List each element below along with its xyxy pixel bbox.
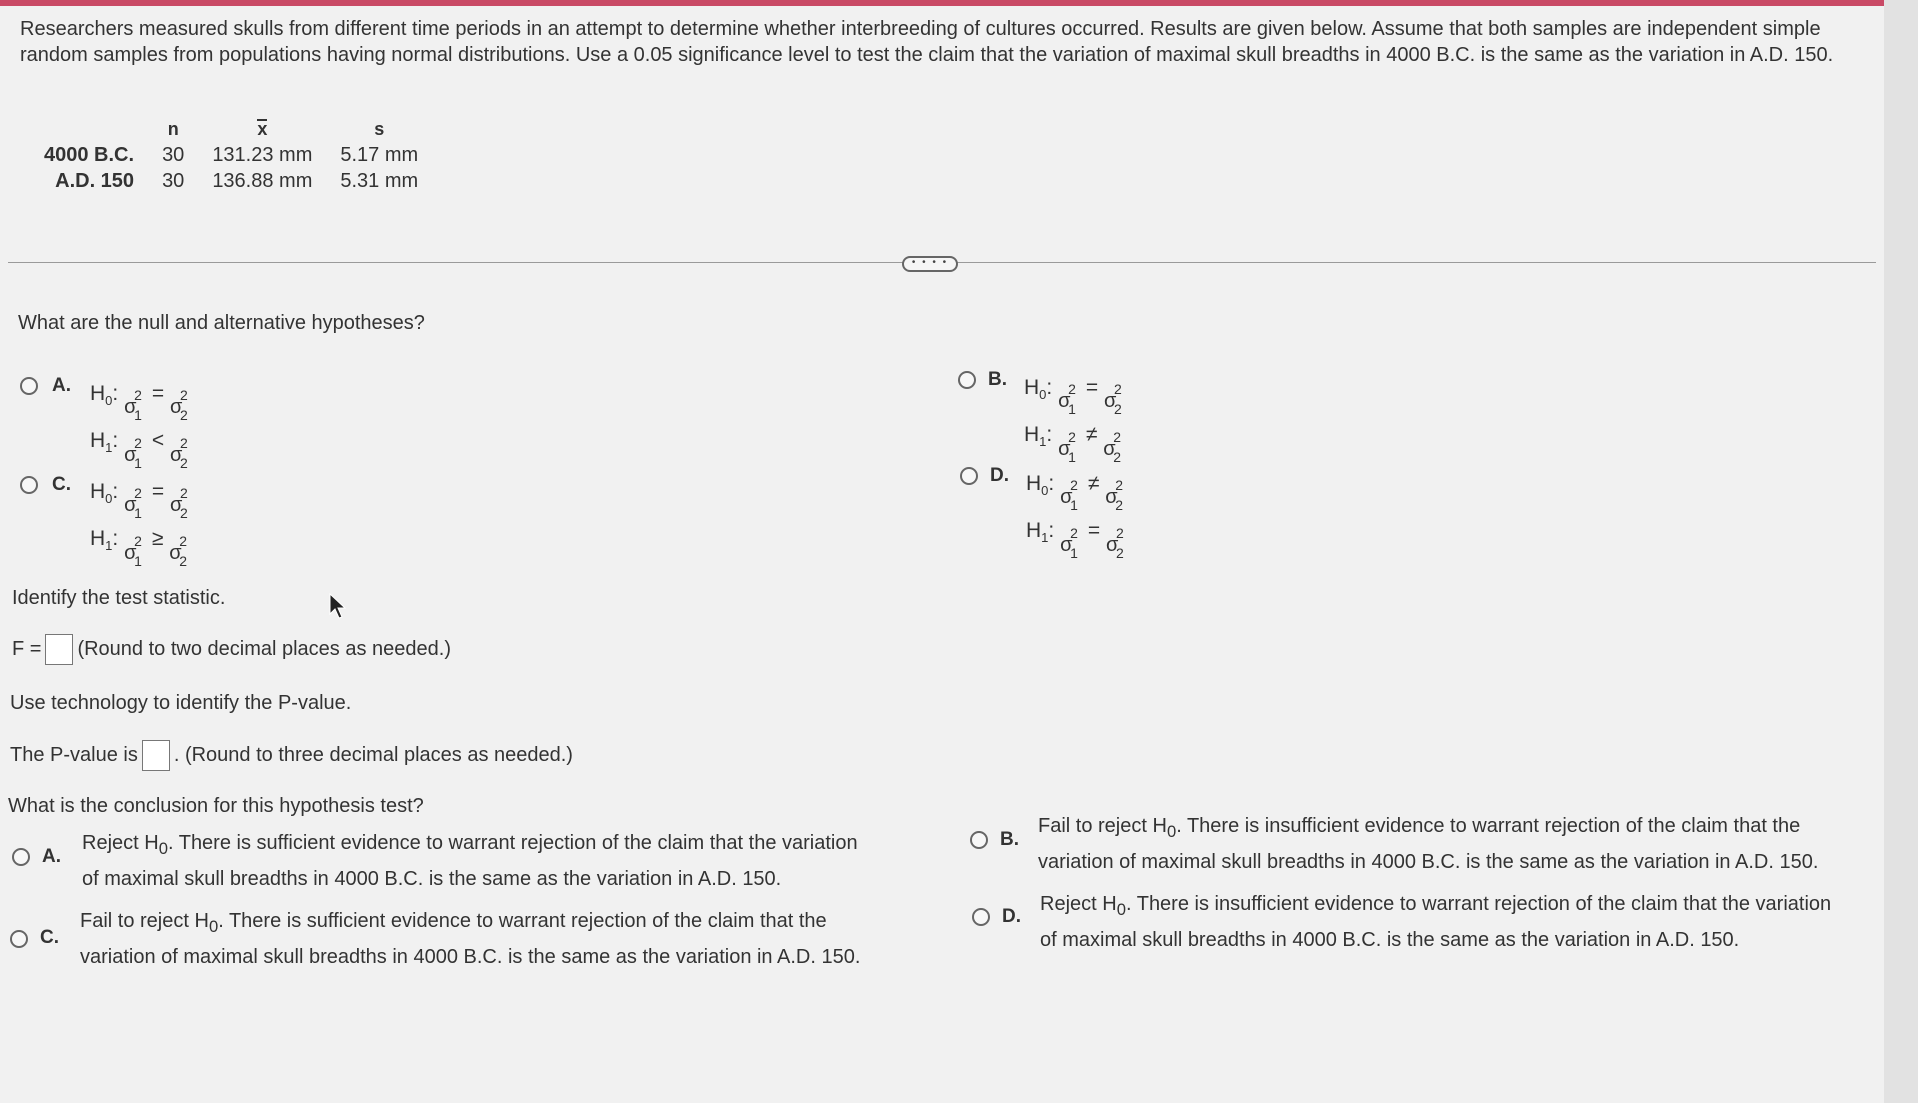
problem-statement: Researchers measured skulls from different time periods in an attempt to determine whether interbreeding of cultures occurred. Results are given below. Assume that both samples are independent simple random samples from populations having normal distributions. Use a 0.05 significance level to test the claim that the variation of maximal skull breadths in 4000 B.C. is the same as the variation in A.D. 150.: [20, 18, 1834, 66]
cell-s: 5.17 mm: [340, 143, 419, 166]
table-row: [36, 168, 432, 194]
top-accent-bar: [0, 0, 1918, 6]
hypothesis-option-a-radio[interactable]: [20, 377, 38, 395]
expand-handle[interactable]: • • • •: [902, 256, 958, 272]
conclusion-option-b-letter: B.: [1000, 829, 1019, 850]
hypothesis-option-d[interactable]: $H_0$: σ 2 1 ≠ σ 2 2 $H_1$: σ 2 1 = σ 2 2: [1026, 472, 1124, 561]
cell-n: 30: [162, 143, 185, 166]
conclusion-question: What is the conclusion for this hypothesis test?: [8, 795, 424, 817]
row-label: 4000 B.C.: [44, 143, 135, 166]
cell-s: 5.31 mm: [340, 169, 419, 192]
hypothesis-option-c[interactable]: $H_0$: σ 2 1 = σ 2 2 $H_1$: σ 2 1 ≥ σ 2 2: [90, 480, 188, 569]
pvalue-row: The P-value is . (Round to three decimal places as needed.): [10, 740, 573, 771]
table-row: [36, 142, 432, 168]
hypothesis-option-c-letter: C.: [52, 474, 71, 495]
header-s: s: [374, 118, 385, 139]
hypothesis-option-a-letter: A.: [52, 375, 71, 396]
test-statistic-row: F = (Round to two decimal places as needed.): [12, 634, 451, 665]
conclusion-option-b-radio[interactable]: [970, 831, 988, 849]
mouse-cursor-icon: [328, 592, 348, 620]
header-xbar: x: [257, 118, 268, 139]
cell-xbar: 136.88 mm: [212, 169, 313, 192]
test-statistic-prompt: Identify the test statistic.: [12, 587, 226, 609]
cell-xbar: 131.23 mm: [212, 143, 313, 166]
hypothesis-option-b-radio[interactable]: [958, 371, 976, 389]
hypothesis-option-b[interactable]: $H_0$: σ 2 1 = σ 2 2 $H_1$: σ 2 1 ≠ σ 2 2: [1024, 376, 1122, 465]
conclusion-option-a-radio[interactable]: [12, 848, 30, 866]
hypothesis-option-d-letter: D.: [990, 465, 1009, 486]
cell-n: 30: [162, 169, 185, 192]
header-n: n: [167, 118, 179, 139]
conclusion-option-a[interactable]: Reject $H_0$. There is sufficient evidence to warrant rejection of the claim that the variation of maximal skull breadths in 4000 B.C. is the same as the variation in A.D. 150.: [82, 832, 858, 890]
hypothesis-option-b-letter: B.: [988, 369, 1007, 390]
conclusion-option-d-radio[interactable]: [972, 908, 990, 926]
conclusion-option-c-letter: C.: [40, 927, 59, 948]
pvalue-prompt: Use technology to identify the P-value.: [10, 692, 352, 714]
conclusion-option-c-radio[interactable]: [10, 930, 28, 948]
conclusion-option-b[interactable]: Fail to reject $H_0$. There is insufficient evidence to warrant rejection of the claim that the variation of maximal skull breadths in 4000 B.C. is the same as the variation in A.D. 150.: [1038, 815, 1819, 873]
conclusion-option-d-letter: D.: [1002, 906, 1021, 927]
hypotheses-question: What are the null and alternative hypotheses?: [18, 312, 425, 334]
conclusion-option-d[interactable]: Reject $H_0$. There is insufficient evidence to warrant rejection of the claim that the variation of maximal skull breadths in 4000 B.C. is the same as the variation in A.D. 150.: [1040, 893, 1832, 951]
sample-data-table: [36, 116, 432, 194]
hypothesis-option-c-radio[interactable]: [20, 476, 38, 494]
row-label: A.D. 150: [55, 169, 135, 192]
f-statistic-input[interactable]: [45, 634, 73, 665]
hypothesis-option-a[interactable]: $H_0$: σ 2 1 = σ 2 2 $H_1$: σ 2 1 < σ 2 2: [90, 382, 188, 471]
pvalue-input[interactable]: [142, 740, 170, 771]
conclusion-option-a-letter: A.: [42, 846, 61, 867]
conclusion-option-c[interactable]: Fail to reject $H_0$. There is sufficient evidence to warrant rejection of the claim that the variation of maximal skull breadths in 4000 B.C. is the same as the variation in A.D. 150.: [80, 910, 861, 968]
hypothesis-option-d-radio[interactable]: [960, 467, 978, 485]
